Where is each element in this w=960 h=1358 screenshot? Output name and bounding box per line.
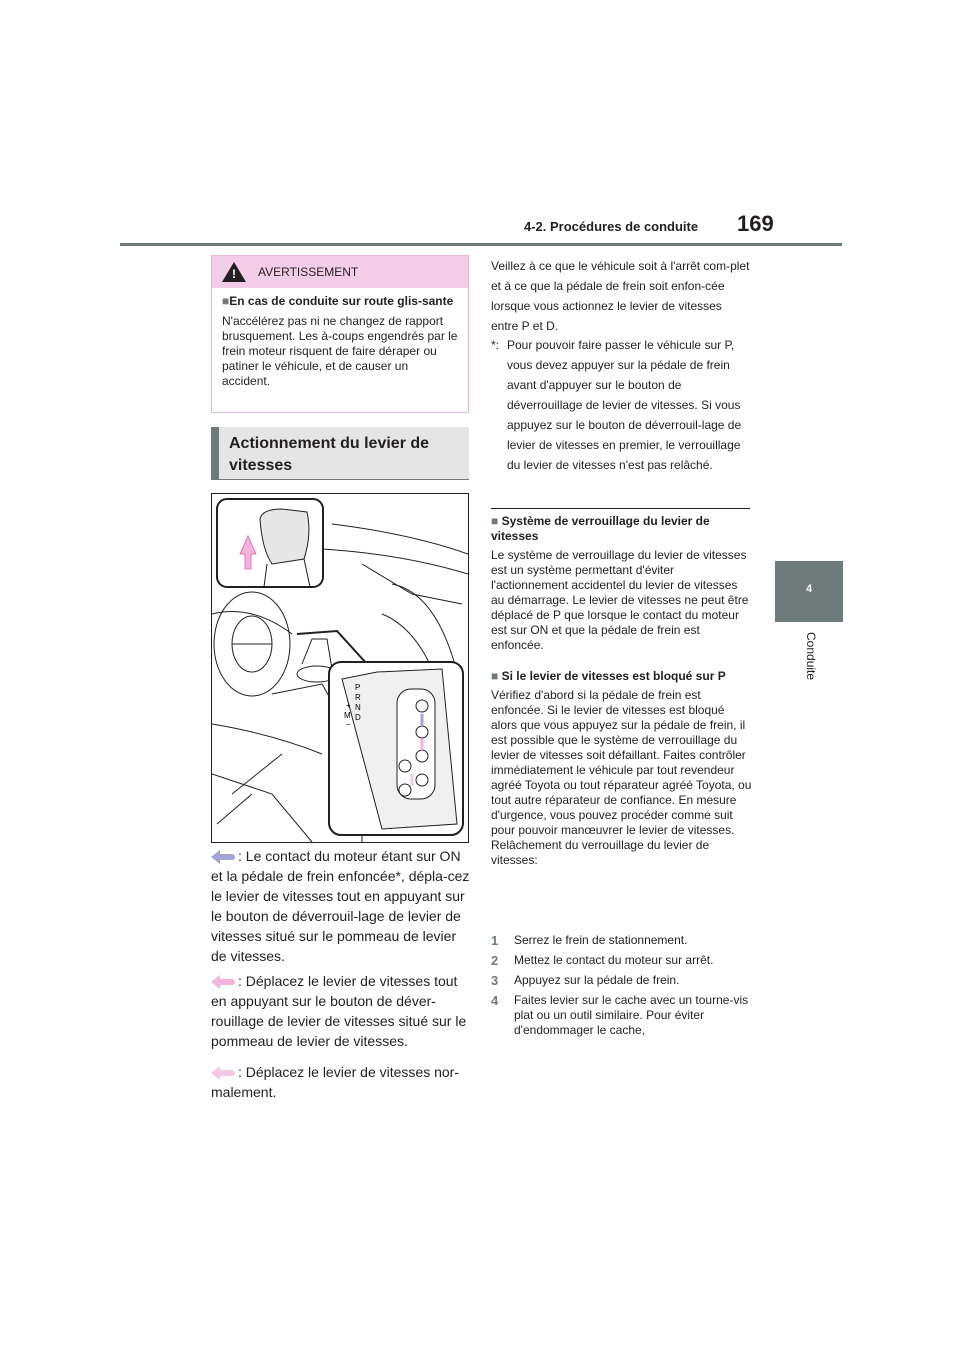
manual-label-plus: +: [346, 701, 351, 710]
page-number: 169: [737, 211, 774, 236]
step-1: 1 Serrez le frein de stationnement.: [491, 933, 688, 948]
shift-label-r: R: [355, 693, 361, 702]
legend-item-release-button-2: : Déplacez le levier de vitesses tout en appuyant sur le bouton de déver-rouillage de levier de vitesses situé sur le pommeau de levier de vitesses.: [211, 973, 467, 1049]
shift-label-n: N: [355, 703, 361, 712]
warning-box: [211, 255, 469, 413]
legend-item-release-button: : Le contact du moteur étant sur ON et la pédale de frein enfoncée*, dépla-cez le levier de vitesses tout en appuyant sur le bouton de déverrouil-lage de levier de vitesses situé sur le pommeau de levier de vitesses.: [211, 848, 470, 964]
step-2: 2 Mettez le contact du moteur sur arrêt.: [491, 953, 714, 968]
gear-lever-illustration: [211, 493, 469, 843]
chapter-label: Conduite: [804, 632, 818, 681]
intro-paragraph: Veillez à ce que le véhicule soit à l'arrêt com-plet et à ce que la pédale de frein soit enfon-cée lorsque vous actionnez le levier de vitesses entre P et D.: [491, 259, 750, 333]
manual-label-minus: −: [346, 720, 351, 729]
footnote-mark: *:: [491, 338, 500, 352]
shift-label-d: D: [355, 713, 361, 722]
arrow-left-icon: [211, 1068, 235, 1078]
warning-icon: [222, 262, 246, 282]
subheading-stuck-in-p: ■ Si le levier de vitesses est bloqué sur P: [491, 669, 726, 683]
footnote: [491, 335, 751, 475]
gear-lever-drawing: [212, 494, 468, 842]
arrow-left-icon: [211, 852, 235, 862]
warning-header: [212, 256, 468, 288]
chapter-tab: 4: [775, 561, 843, 622]
warning-title: AVERTISSEMENT: [258, 265, 359, 279]
paragraph-stuck-in-p: Vérifiez d'abord si la pédale de frein est enfoncée. Si le levier de vitesses est bloqué alors que vous appuyez sur la pédale de frein, il est possible que le système de verrouillage du levier de vitesses soit défaillant. Faites contrôler immédiatement le véhicule par tout revendeur agréé Toyota ou tout réparateur agréé Toyota, ou tout autre réparateur de confiance. En mesure d'urgence, vous pouvez procéder comme suit pour pouvoir manœuvrer le levier de vitesses. Relâchement du verrouillage du levier de vitesses:: [491, 688, 752, 867]
column-divider: [491, 508, 750, 509]
header-rule: [120, 243, 842, 246]
step-4: 4 Faites levier sur le cache avec un tourne-vis plat ou un outil similaire. Pour éviter d'endommager le cache,: [491, 993, 749, 1037]
warning-subheading: ■En cas de conduite sur route glis-sante: [222, 294, 454, 308]
section-heading: Actionnement du levier de vitesses: [211, 427, 469, 480]
square-bullet-icon: ■: [491, 669, 499, 683]
header-section-title: 4-2. Procédures de conduite: [524, 219, 699, 234]
shift-label-p: P: [355, 683, 361, 692]
square-bullet-icon: ■: [491, 514, 499, 528]
square-bullet-icon: ■: [222, 294, 230, 308]
footnote-text: Pour pouvoir faire passer le véhicule sur P, vous devez appuyer sur la pédale de frein avant d'appuyer sur le bouton de déverrouillage de levier de vitesses. Si vous appuyez sur le bouton de déverrouil-lage de levier de vitesses en premier, le verrouillage du levier de vitesses n'est pas relâché.: [507, 338, 742, 472]
step-3: 3 Appuyez sur la pédale de frein.: [491, 973, 680, 988]
subheading-lock-system: ■ Système de verrouillage du levier de vitesses: [491, 514, 710, 543]
paragraph-lock-system: Le système de verrouillage du levier de vitesses est un système permettant d'éviter l'actionnement accidentel du levier de vitesses au démarrage. Le levier de vitesses ne peut être déplacé de P que lorsque le contact du moteur est sur ON et que la pédale de frein est enfoncée.: [491, 548, 749, 652]
manual-label-m: M: [344, 711, 351, 720]
legend-item-normal: : Déplacez le levier de vitesses nor-malement.: [211, 1064, 459, 1100]
arrow-left-icon: [211, 977, 235, 987]
warning-text: N'accélérez pas ni ne changez de rapport brusquement. Les à-coups engendrés par le frein moteur risquent de faire déraper ou patiner le véhicule, et de causer un accident.: [222, 314, 458, 388]
